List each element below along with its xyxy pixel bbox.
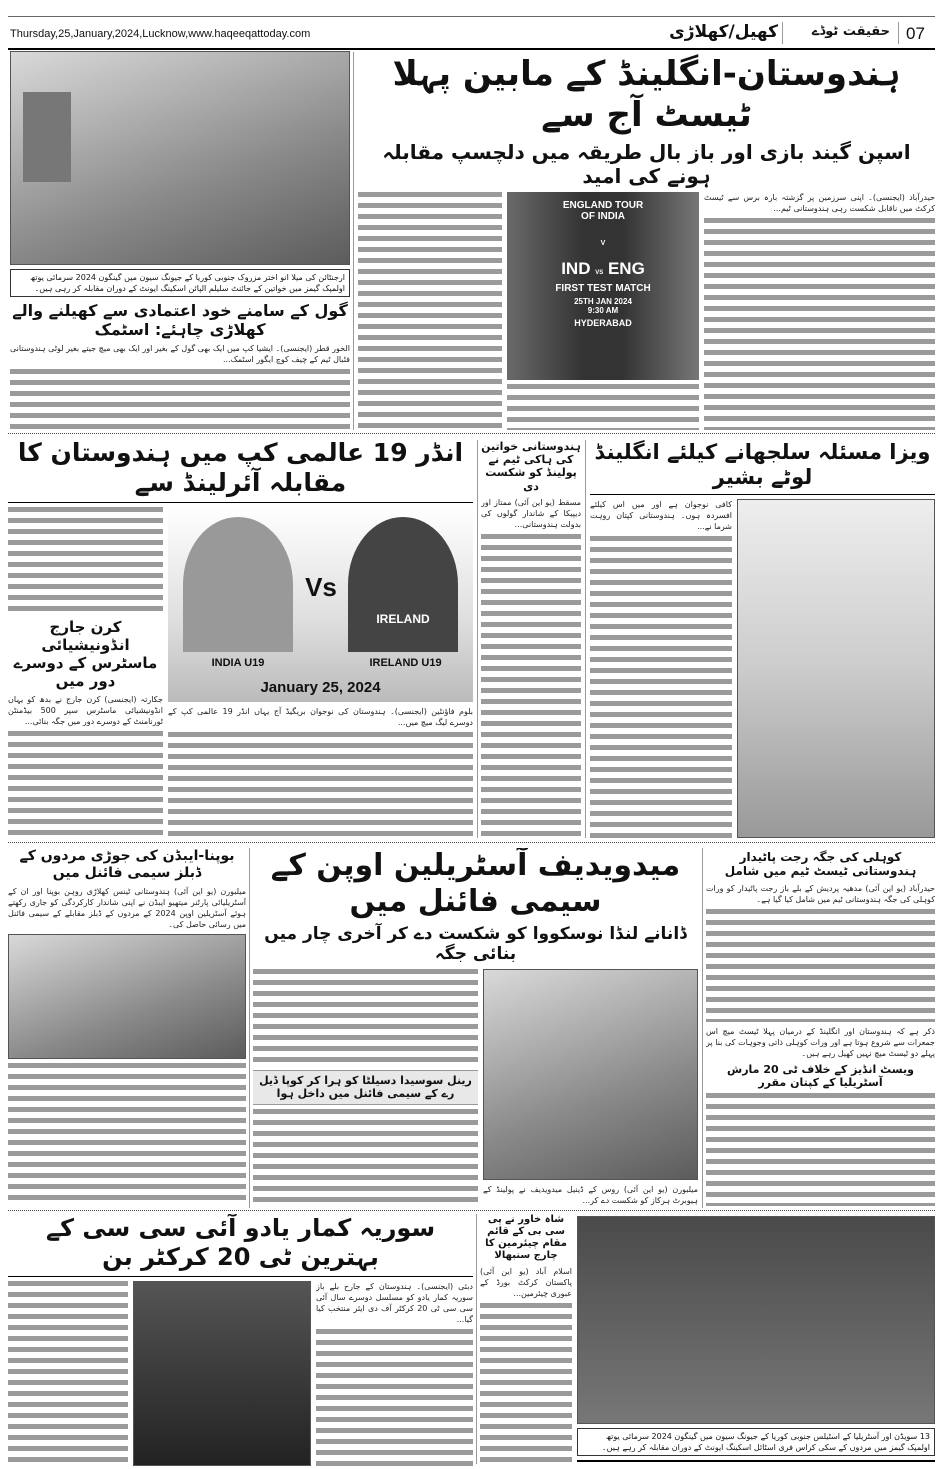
match-poster (507, 192, 699, 380)
ireland-u19-label: IRELAND U19 (369, 657, 442, 669)
bopanna-headline: بوپنا-ایبڈن کی جوڑی مردوں کے ڈبلز سیمی فائنل میں (19, 848, 235, 881)
bopanna-lead: میلبورن (یو این آئی) ہندوستانی ٹینس کھلاڑی روہن بوپنا اور ان کے آسٹریلیائی پارٹنر میتھیو ایبڈن نے اپنی شاندار کارکردگی کو جاری رکھتے ہوئے آسٹریلین اوپن 2024 کے مردوں کے ڈبلز مقابلے کے سیمی فائنل میں رسائی حاصل کی۔ (8, 886, 246, 929)
wi-headline: ویسٹ انڈیز کے خلاف ٹی 20 مارش آسٹریلیا کے کپتان مقرر (727, 1062, 914, 1089)
kohli-headline: کوہلی کی جگہ رجت پاٹیدار ہندوستانی ٹیسٹ ٹیم میں شامل (724, 850, 917, 879)
bashir-lead: کافی نوجوان ہے اور میں اس کیلئے افسردہ ہوں۔ ہندوستانی کپتان روہت شرما نے... (590, 500, 732, 532)
poster-time: 9:30 AM (587, 305, 619, 315)
surya-photo (133, 1281, 311, 1466)
poster-title: ENGLAND TOUR (562, 199, 644, 211)
bashir-headline: ویزا مسئلہ سلجھانے کیلئے انگلینڈ لوٹے بشیر (594, 440, 931, 490)
poster-venue: HYDERABAD (574, 317, 632, 328)
page-number: 07 (906, 24, 925, 43)
skicross-caption: 13 سویڈن اور آسٹریلیا کے اسٹیلس جنوبی کوریا کے جیونگ سیون میں گینگون 2024 سرمائی یوتھ اولمپک گیمز میں مردوں کے سکی کراس فری اسٹائل اسکینگ ایونٹ کے دوران مقابلہ کر رہے ہیں۔ (577, 1428, 935, 1456)
medvedev-headline: میدویدیف آسٹریلین اوپن کے سیمی فائنل میں (270, 848, 681, 919)
vs-label: Vs (305, 572, 337, 602)
team-ind: IND (561, 258, 591, 278)
bashir-photo (737, 499, 935, 838)
kohli-lead: حیدرآباد (یو این آئی) مدھیہ پردیش کے بلے باز رجت پاٹیدار کو ورات کوہلی کی جگہ ہندوستانی ٹیم میں شامل کیا گیا ہے۔ (706, 883, 935, 904)
poster-date: 25TH JAN 2024 (574, 296, 632, 306)
poster-v: V (600, 239, 606, 247)
india-u19-label: INDIA U19 (211, 657, 265, 669)
skicross-photo (577, 1216, 935, 1424)
u19-lead: بلوم فاؤنٹین (ایجنسی)۔ ہندوستان کی نوجوان بریگیڈ آج یہاں انڈر 19 عالمی کپ کے دوسرے لیگ میچ میں... (168, 707, 473, 727)
section-title: کھیل/کھلاڑی (669, 22, 778, 42)
surya-headline: سوریہ کمار یادو آئی سی سی کے بہترین ٹی 20 کرکٹر بن (45, 1214, 436, 1271)
dateline: Thursday,25,January,2024,Lucknow,www.haqeeqattoday.com (10, 28, 311, 40)
goal-lead: الخور قطر (ایجنسی)۔ ایشیا کپ میں ایک بھی گول کے بغیر اور ایک بھی میچ جیتے بغیر لوٹی ہندوستانی فٹبال ٹیم کے چیف کوچ ایگور اسٹمک... (10, 344, 350, 365)
hockey-lead: مسقط (یو این آئی) ممتاز اور دیپیکا کے شاندار گولوں کی بدولت ہندوستانی... (481, 497, 581, 529)
ski-photo (10, 51, 350, 265)
poster-match: FIRST TEST MATCH (555, 282, 651, 294)
shirt-text: IRELAND (376, 612, 430, 626)
main-lead: حیدرآباد (ایجنسی)۔ اپنی سرزمین پر گزشتہ بارہ برس سے ٹیسٹ کرکٹ میں ناقابل شکست رہی ہندوستانی ٹیم... (704, 192, 935, 213)
vs: VS (595, 269, 604, 276)
u19-graphic (168, 507, 473, 702)
u19-headline: انڈر 19 عالمی کپ میں ہندوستان کا مقابلہ آئرلینڈ سے (17, 438, 464, 497)
kiran-headline: کرن جارج انڈونیشیائی ماسٹرس کے دوسرے دور میں (13, 618, 158, 690)
u19-date: January 25, 2024 (260, 679, 381, 696)
kiran-lead: جکارتہ (ایجنسی) کرن جارج نے بدھ کو یہاں انڈونیشیائی ماسٹرس سپر 500 بیڈمنٹن ٹورنامنٹ کے دوسرے دور میں جگہ بنائی... (8, 695, 163, 726)
poster-teams (507, 259, 699, 279)
medvedev-photo (483, 969, 698, 1180)
masthead: حقیقت ٹوڈے (811, 24, 890, 39)
shah-headline: شاہ خاور نے پی سی بی کے قائم مقام چیئرمین کا چارج سنبھالا (485, 1214, 567, 1261)
sabalenka-headline: رینل سوسیدا دسیلٹا کو ہرا کر کوپا ڈیل رے کے سیمی فائنل میں داخل ہوا (259, 1074, 472, 1101)
medvedev-lead: میلبورن (یو این آئی) روس کے ڈینیل میدویدیف نے پولینڈ کے ہیوبرٹ ہرکاز کو شکست دے کر... (483, 1185, 698, 1205)
goal-headline: گول کے سامنے خود اعتمادی سے کھیلنے والے کھلاڑی چاہئے: اسٹمک (12, 301, 348, 340)
main-subheadline: اسپن گیند بازی اور باز بال طریقہ میں دلچسپ مقابلہ ہونے کی امید (382, 139, 911, 188)
bopanna-photo (8, 934, 246, 1059)
poster-title-2: OF INDIA (581, 210, 625, 222)
surya-lead: دبئی (ایجنسی)۔ ہندوستان کے جارح بلے باز سوریہ کمار یادو کو مسلسل دوسرے سال آئی سی سی ٹی 20 کرکٹر آف دی ایئر منتخب کیا گیا... (316, 1281, 473, 1324)
kohli-end: ذکر ہے کہ ہندوستان اور انگلینڈ کے درمیان پہلا ٹیسٹ میچ اس جمعرات سے شروع ہوتا ہے اور ورات کوہلی ذاتی وجوہات کی بنا پر پہلے دو ٹیسٹ میچ نہیں کھیل رہے ہیں۔ (706, 1026, 935, 1058)
ski-caption: ارجنٹائن کی میلا انو اختر مزروک جنوبی کوریا کے جیونگ سیون میں گینگون 2024 سرمائی یوتھ اولمپک گیمز میں خواتین کے جائنٹ سلیلم الپائن اسکینگ ایونٹ کے دوران مقابلہ کر رہی ہیں۔ (10, 269, 350, 297)
team-eng: ENG (607, 258, 645, 278)
main-headline: ہندوستان-انگلینڈ کے مابین پہلا ٹیسٹ آج سے (392, 54, 901, 135)
sabalenka-box (253, 1070, 478, 1104)
medvedev-subheadline: ڈانانے لنڈا نوسکووا کو شکست دے کر آخری چار میں بنائی جگہ (264, 924, 687, 965)
shah-lead: اسلام آباد (یو این آئی) پاکستان کرکٹ بورڈ کے عبوری چیئرمین... (480, 1267, 572, 1298)
hockey-headline: ہندوستانی خواتین کی ہاکی ٹیم نے پولینڈ کو شکست دی (481, 440, 581, 493)
